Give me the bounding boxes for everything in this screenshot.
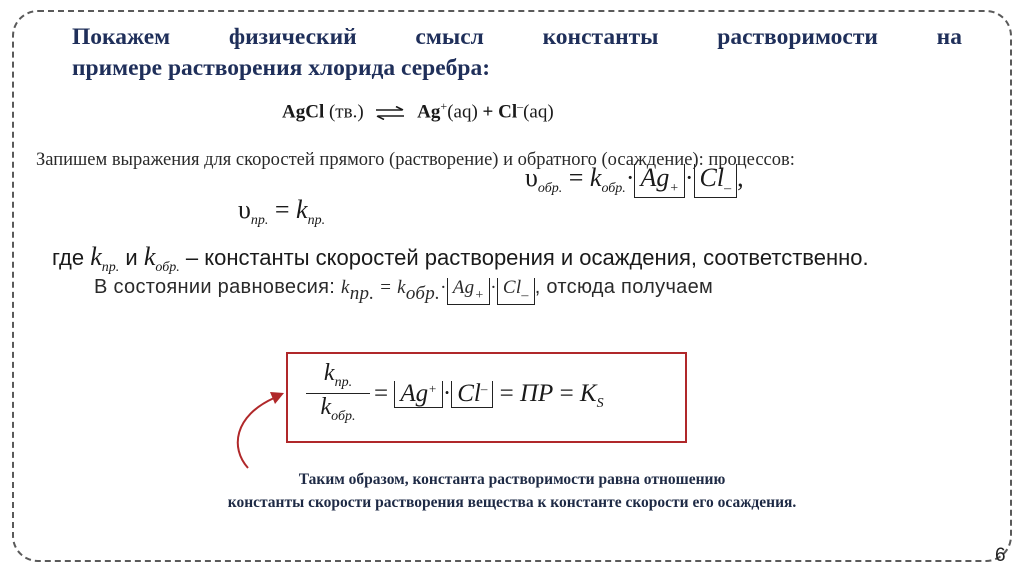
page-number: 6 — [995, 545, 1006, 566]
ks-sub: S — [596, 396, 604, 411]
k-reverse: k — [143, 242, 156, 271]
k-forward: k — [323, 360, 335, 386]
result-formula-box — [286, 352, 687, 443]
equals: = — [559, 380, 574, 407]
k-reverse: k — [397, 277, 406, 298]
title-word: растворимости — [717, 24, 878, 50]
k-symbol: k — [589, 163, 602, 192]
rate-symbol: υ — [525, 163, 538, 192]
ag-charge: + — [440, 99, 448, 113]
title-word: смысл — [415, 24, 484, 50]
ag-charge: + — [669, 181, 679, 196]
k-forward: k — [340, 277, 350, 298]
k-reverse-sub: обр. — [405, 283, 441, 304]
rate-sub: обр. — [537, 181, 563, 196]
equilibrium-prefix: В состоянии равновесия: — [94, 276, 336, 298]
forward-rate-formula — [238, 195, 325, 229]
ag-ion: Ag — [417, 101, 441, 123]
rate-constants-fraction — [306, 360, 370, 425]
k-symbol: k — [296, 195, 308, 224]
cl-charge: – — [480, 381, 488, 396]
reverse-rate-formula — [525, 163, 744, 198]
dissolution-equation — [282, 99, 554, 123]
k-sub: обр. — [601, 181, 626, 196]
intro-paragraph: Запишем выражения для скоростей прямого (растворение) и обратного (осаждение): процессов: — [36, 150, 795, 170]
agcl-formula: AgCl — [282, 101, 325, 123]
title-line-2: примере растворения хлорида серебра: — [72, 55, 491, 81]
dot: · — [442, 380, 452, 407]
equals: = — [374, 380, 389, 407]
equilibrium-arrows-icon — [374, 106, 406, 120]
k-forward-sub: пр. — [101, 260, 120, 275]
equilibrium-suffix: , отсюда получаем — [534, 276, 714, 298]
ks-symbol: K — [579, 380, 597, 407]
k-reverse: k — [320, 394, 332, 420]
cl-concentration — [451, 381, 493, 408]
cl-charge: – — [724, 181, 732, 196]
cl-phase: (aq) — [523, 101, 554, 123]
agcl-phase: (тв.) — [328, 101, 364, 123]
k-forward-sub: пр. — [349, 283, 375, 304]
rate-symbol: υ — [238, 195, 251, 224]
fraction-denominator — [306, 394, 370, 425]
ag-charge: + — [428, 381, 437, 396]
where-prefix: где — [52, 245, 85, 270]
cl-concentration — [497, 278, 535, 305]
cl-charge: – — [517, 99, 524, 113]
ag-concentration — [634, 164, 684, 198]
cl-concentration — [694, 164, 738, 198]
ag-symbol: Ag — [400, 380, 429, 407]
title-word: на — [936, 24, 962, 50]
equilibrium-line — [94, 276, 713, 305]
ag-concentration — [394, 381, 443, 408]
title-word: физический — [228, 24, 357, 50]
equals: = — [380, 277, 392, 298]
ag-charge: + — [474, 288, 485, 303]
slide-title — [72, 22, 962, 84]
and-word: и — [125, 245, 138, 270]
plus-sign: + — [482, 101, 494, 123]
constants-definition — [52, 242, 869, 276]
cl-symbol: Cl — [457, 380, 481, 407]
equals: = — [274, 195, 290, 224]
dot: · — [625, 163, 635, 192]
title-line-1 — [72, 22, 962, 53]
dot: · — [684, 163, 694, 192]
title-word: константы — [542, 24, 659, 50]
k-reverse-sub: обр. — [331, 409, 356, 424]
title-word: Покажем — [72, 24, 171, 50]
conclusion-line-2: константы скорости растворения вещества к константе скорости его осаждения. — [227, 494, 797, 511]
comma: , — [737, 163, 744, 192]
ag-symbol: Ag — [452, 277, 475, 298]
rate-sub: пр. — [250, 213, 269, 228]
ag-phase: (aq) — [447, 101, 478, 123]
k-forward: k — [90, 242, 102, 271]
k-reverse-sub: обр. — [155, 260, 180, 275]
solubility-product: ПР — [519, 380, 554, 407]
cl-charge: – — [521, 288, 529, 303]
equals: = — [568, 163, 584, 192]
fraction-numerator — [306, 360, 370, 394]
conclusion-line-1: Таким образом, константа растворимости равна отношению — [298, 471, 726, 488]
result-rhs — [374, 380, 604, 412]
k-forward-sub: пр. — [334, 375, 353, 390]
ag-concentration — [447, 278, 490, 305]
cl-symbol: Cl — [502, 277, 522, 298]
k-sub: пр. — [307, 213, 326, 228]
ag-symbol: Ag — [640, 163, 670, 192]
cl-ion: Cl — [498, 101, 518, 123]
curved-arrow-icon — [222, 380, 292, 472]
equals: = — [499, 380, 514, 407]
dot: · — [490, 277, 497, 298]
conclusion-text — [0, 468, 1024, 514]
dot: · — [440, 277, 447, 298]
cl-symbol: Cl — [699, 163, 725, 192]
where-text: – константы скоростей растворения и осаждения, соответственно. — [185, 245, 869, 270]
